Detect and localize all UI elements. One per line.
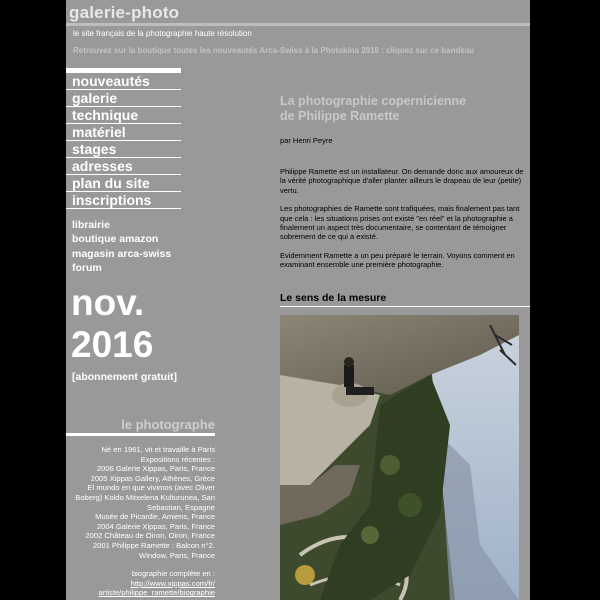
nav-link-magasin-arca-swiss[interactable]: magasin arca-swiss bbox=[72, 247, 172, 260]
bio-line: El mundo en que vivimos (avec Oliver bbox=[87, 483, 215, 493]
nav-link-boutique-amazon[interactable]: boutique amazon bbox=[72, 233, 159, 246]
bio-spacer bbox=[66, 560, 215, 569]
article-body bbox=[280, 167, 526, 279]
bio-link-url-line2[interactable]: artiste/philippe_ramette/biographie bbox=[98, 588, 215, 598]
nav-item-adresses[interactable]: adresses bbox=[66, 158, 181, 175]
subscribe-link[interactable]: [abonnement gratuit] bbox=[72, 371, 177, 383]
nav-item-stages[interactable]: stages bbox=[66, 141, 181, 158]
article-title bbox=[280, 94, 510, 124]
issue-year: 2016 bbox=[71, 324, 154, 365]
bio-link-wrapper bbox=[66, 579, 215, 598]
main-nav bbox=[66, 73, 181, 209]
page-container bbox=[66, 0, 530, 600]
photographer-heading-text: le photographe bbox=[121, 417, 215, 432]
bio-line: Boberg) Koldo Mitxelena Kulturunea, San bbox=[75, 492, 215, 502]
article-title-line1: La photographie copernicienne bbox=[280, 94, 467, 108]
nav-item-materiel[interactable]: matériel bbox=[66, 124, 181, 141]
article-photo bbox=[280, 315, 519, 600]
photographer-heading bbox=[66, 415, 215, 436]
header-divider bbox=[66, 23, 530, 26]
issue-month: nov. bbox=[71, 282, 145, 323]
bio-line: 2005 Xippas Gallery, Athènes, Grèce bbox=[90, 473, 215, 483]
bio-line: 2004 Galerie Xippas, Paris, France bbox=[96, 521, 215, 531]
site-title[interactable]: galerie-photo bbox=[69, 3, 180, 22]
site-tagline: le site français de la photographie haute résolution bbox=[73, 29, 252, 38]
bio-line: Musée de Picardie, Amiens, France bbox=[95, 512, 215, 522]
promo-banner[interactable]: Retrouvez sur la boutique toutes les nouveautés Arca-Swiss à la Photokina 2016 : cliquez sur ce bandeau bbox=[73, 46, 475, 55]
nav-link-forum[interactable]: forum bbox=[72, 261, 102, 274]
nav-item-inscriptions[interactable]: inscriptions bbox=[66, 192, 181, 209]
nav-item-galerie[interactable]: galerie bbox=[66, 90, 181, 107]
bio-link-url-line1[interactable]: http://www.xippas.com/fr/ bbox=[130, 578, 215, 588]
article-byline: par Henri Peyre bbox=[280, 136, 333, 145]
bio-line: Window, Paris, France bbox=[139, 550, 215, 560]
nav-item-technique[interactable]: technique bbox=[66, 107, 181, 124]
bio-line: Né en 1961, vit et travaille à Paris bbox=[101, 445, 215, 454]
nav-link-librairie[interactable]: librairie bbox=[72, 219, 110, 231]
nav-item-plan-du-site[interactable]: plan du site bbox=[66, 175, 181, 192]
nav-item-nouveautes[interactable]: nouveautés bbox=[66, 73, 181, 90]
bio-line: Expositions récentes : bbox=[140, 454, 215, 464]
article-paragraph: Evidemment Ramette a un peu préparé le terrain. Voyons comment en examinant ensemble une première photographie. bbox=[280, 250, 515, 270]
bio-line: 2006 Galerie Xippas, Paris, France bbox=[96, 464, 215, 474]
photographer-bio bbox=[66, 445, 215, 598]
photo-illustration bbox=[280, 315, 519, 600]
section-heading: Le sens de la mesure bbox=[280, 292, 530, 307]
secondary-nav bbox=[72, 218, 171, 275]
article-paragraph: Les photographies de Ramette sont trafiquées, mais finalement pas tant que cela : les situations prises ont existé "en réel" et la photographie a finalement un aspect très documentaire, se contentant de témoigner sobrement de ce qui a existé. bbox=[280, 204, 520, 242]
bio-line: Sebastian, Espagne bbox=[147, 502, 215, 512]
article-title-line2: de Philippe Ramette bbox=[280, 109, 400, 123]
bio-line: 2002 Château de Oiron, Oiron, France bbox=[85, 531, 215, 541]
article-paragraph: Philippe Ramette est un installateur. On demande donc aux amoureux de la vérité photographique d'aller planter ailleurs le drapeau de leur (petite) vertu. bbox=[280, 167, 524, 195]
bio-line: 2001 Philippe Ramette : Balcon n°2. bbox=[92, 540, 215, 550]
bio-link-label: biographie complète en : bbox=[131, 569, 215, 579]
